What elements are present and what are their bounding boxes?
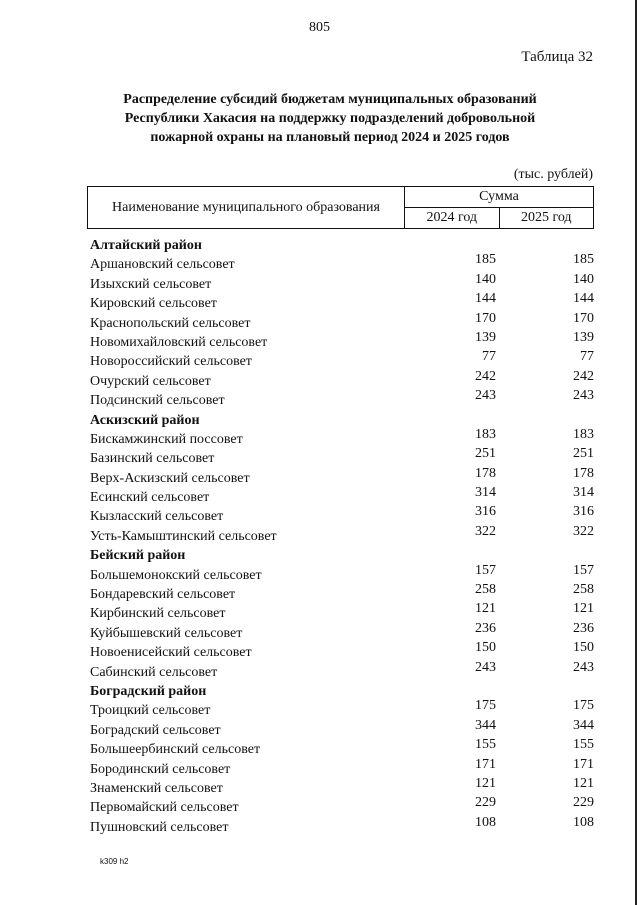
table-row	[90, 582, 597, 604]
value-2024: 150	[475, 640, 496, 656]
district-row	[90, 546, 597, 565]
page-number: 805	[309, 20, 330, 35]
municipality-name: Знаменский сельсовет	[90, 780, 223, 796]
municipality-name: Есинский сельсовет	[90, 490, 210, 506]
municipality-name: Подсинский сельсовет	[90, 393, 225, 409]
municipality-name: Большеербинский сельсовет	[90, 742, 261, 758]
value-2024: 77	[482, 349, 496, 365]
municipality-name: Очурский сельсовет	[90, 373, 211, 389]
municipality-name: Базинский сельсовет	[90, 451, 215, 467]
header-sum: Сумма	[405, 187, 594, 208]
table-row	[90, 252, 597, 274]
value-2024: 121	[475, 775, 496, 791]
value-2024: 144	[475, 291, 496, 307]
municipality-name: Большемонокский сельсовет	[90, 567, 262, 583]
municipality-name: Новороссийский сельсовет	[90, 354, 252, 370]
municipality-name: Кирбинский сельсовет	[90, 606, 226, 622]
table-row	[90, 465, 597, 488]
value-2025: 155	[573, 737, 594, 753]
municipality-name: Верх-Аскизский сельсовет	[90, 470, 250, 486]
value-2024: 183	[475, 426, 496, 442]
table-row	[90, 523, 597, 546]
value-2025: 229	[573, 795, 594, 811]
value-2024: 258	[475, 582, 496, 598]
value-2024: 175	[475, 698, 496, 714]
table-row	[90, 446, 597, 468]
municipality-name: Новомихайловский сельсовет	[90, 334, 268, 350]
unit-label: (тыс. рублей)	[513, 167, 593, 182]
value-2024: 243	[475, 388, 496, 404]
footer-code: k309 h2	[100, 857, 129, 866]
value-2024: 322	[475, 523, 496, 539]
municipality-name: Сабинский сельсовет	[90, 664, 218, 680]
municipality-name: Бородинский сельсовет	[90, 761, 231, 777]
value-2024: 316	[475, 504, 496, 520]
table-header	[87, 186, 594, 229]
value-2025: 243	[573, 659, 594, 675]
value-2025: 108	[573, 814, 594, 830]
value-2025: 171	[573, 756, 594, 772]
title-line: пожарной охраны на плановый период 2024 и 2025 годов	[150, 130, 510, 145]
title-line: Республики Хакасия на поддержку подразделений добровольной	[124, 111, 536, 126]
value-2025: 178	[573, 465, 594, 481]
table-body	[90, 236, 597, 837]
value-2025: 314	[573, 485, 594, 501]
table-row	[90, 562, 597, 585]
municipality-name: Изыхский сельсовет	[90, 276, 212, 292]
value-2025: 242	[573, 368, 594, 384]
value-2025: 144	[573, 291, 594, 307]
table-row	[90, 485, 597, 507]
table-row	[90, 620, 597, 643]
municipality-name: Усть-Камыштинский сельсовет	[90, 528, 277, 544]
municipality-name: Троицкий сельсовет	[90, 703, 211, 719]
value-2025: 150	[573, 640, 594, 656]
value-2025: 140	[573, 271, 594, 287]
header-name-column: Наименование муниципального образования	[88, 187, 405, 229]
value-2024: 139	[475, 329, 496, 345]
value-2024: 242	[475, 368, 496, 384]
value-2025: 316	[573, 504, 594, 520]
table-row	[90, 310, 597, 333]
value-2025: 157	[573, 562, 594, 578]
table-row	[90, 329, 597, 352]
scan-edge-line	[635, 0, 637, 905]
value-2025: 243	[573, 388, 594, 404]
value-2024: 251	[475, 446, 496, 462]
district-name: Бейский район	[90, 548, 186, 564]
value-2025: 139	[573, 329, 594, 345]
district-name: Боградский район	[90, 683, 207, 699]
table-row	[90, 504, 597, 526]
value-2024: 344	[475, 717, 496, 733]
district-row	[90, 682, 597, 701]
value-2025: 121	[573, 775, 594, 791]
table-row	[90, 717, 597, 740]
table-row	[90, 795, 597, 817]
value-2024: 170	[475, 310, 496, 326]
table-row	[90, 698, 597, 720]
municipality-name: Краснопольский сельсовет	[90, 315, 251, 331]
district-name: Алтайский район	[90, 238, 202, 253]
municipality-name: Первомайский сельсовет	[90, 800, 239, 816]
value-2024: 178	[475, 465, 496, 481]
table-row	[90, 291, 597, 313]
value-2025: 170	[573, 310, 594, 326]
table-row	[90, 756, 597, 779]
value-2024: 157	[475, 562, 496, 578]
municipality-name: Бондаревский сельсовет	[90, 587, 236, 603]
table-label: Таблица 32	[521, 49, 593, 65]
table-row	[90, 349, 597, 371]
value-2025: 236	[573, 620, 594, 636]
header-year-2025: 2025 год	[499, 208, 594, 229]
table-row	[90, 601, 597, 623]
value-2024: 121	[475, 601, 496, 617]
table-row	[90, 775, 597, 798]
district-row	[90, 236, 597, 255]
value-2024: 314	[475, 485, 496, 501]
value-2025: 121	[573, 601, 594, 617]
table-row	[90, 368, 597, 391]
value-2024: 171	[475, 756, 496, 772]
municipality-name: Бискамжинский поссовет	[90, 431, 243, 447]
municipality-name: Боградский сельсовет	[90, 722, 221, 738]
municipality-name: Кызласский сельсовет	[90, 509, 224, 525]
value-2025: 77	[580, 349, 594, 365]
value-2024: 229	[475, 795, 496, 811]
value-2024: 155	[475, 737, 496, 753]
value-2024: 140	[475, 271, 496, 287]
header-year-2024: 2024 год	[405, 208, 500, 229]
table-row	[90, 271, 597, 294]
value-2024: 236	[475, 620, 496, 636]
table-row	[90, 640, 597, 662]
table-row	[90, 814, 597, 837]
district-name: Аскизский район	[90, 412, 200, 428]
table-row	[90, 388, 597, 410]
value-2025: 251	[573, 446, 594, 462]
value-2024: 243	[475, 659, 496, 675]
municipality-name: Пушновский сельсовет	[90, 819, 229, 835]
district-row	[90, 411, 597, 430]
value-2025: 344	[573, 717, 594, 733]
value-2024: 108	[475, 814, 496, 830]
municipality-name: Аршановский сельсовет	[90, 257, 235, 273]
value-2025: 175	[573, 698, 594, 714]
title-line: Распределение субсидий бюджетам муниципальных образований	[123, 92, 537, 107]
table-row	[90, 737, 597, 759]
value-2024: 185	[475, 252, 496, 268]
value-2025: 185	[573, 252, 594, 268]
municipality-name: Новоенисейский сельсовет	[90, 645, 252, 661]
table-row	[90, 659, 597, 682]
municipality-name: Кировский сельсовет	[90, 296, 217, 312]
table-row	[90, 426, 597, 449]
value-2025: 322	[573, 523, 594, 539]
value-2025: 258	[573, 582, 594, 598]
value-2025: 183	[573, 426, 594, 442]
document-title	[80, 90, 580, 147]
municipality-name: Куйбышевский сельсовет	[90, 625, 243, 641]
